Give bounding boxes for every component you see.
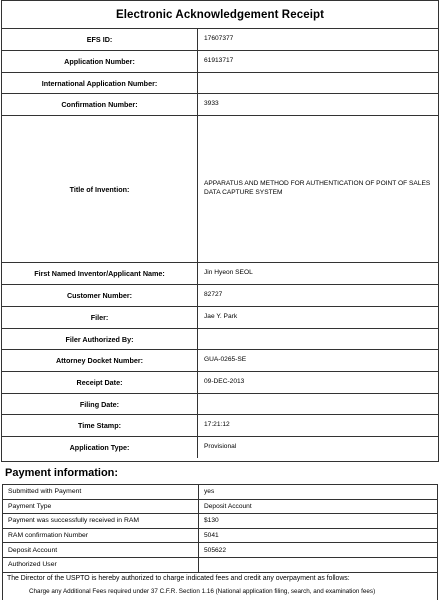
row-label: First Named Inventor/Applicant Name: xyxy=(2,263,198,284)
payment-value: yes xyxy=(204,488,215,496)
row-first-named-inventor xyxy=(2,263,438,285)
row-label: Receipt Date: xyxy=(2,372,198,393)
payment-value: Deposit Account xyxy=(204,502,252,510)
row-time-stamp xyxy=(2,415,438,437)
payment-label: Payment Type xyxy=(3,500,199,514)
payment-value: 5041 xyxy=(204,532,219,540)
fee-authorization-section xyxy=(2,572,438,600)
payment-label: Submitted with Payment xyxy=(3,485,199,499)
payment-row xyxy=(3,500,437,515)
payment-value: $130 xyxy=(204,517,219,525)
row-value: 17:21:12 xyxy=(204,421,230,429)
row-value: 3933 xyxy=(204,100,219,108)
row-value: Jae Y. Park xyxy=(204,313,238,321)
row-confirmation-number xyxy=(2,94,438,116)
payment-value: 505622 xyxy=(204,546,227,554)
row-value: GUA-0265-SE xyxy=(204,356,247,364)
payment-information-heading: Payment information: xyxy=(5,467,119,479)
row-value xyxy=(198,394,438,414)
row-international-application-number xyxy=(2,73,438,94)
row-receipt-date xyxy=(2,372,438,394)
row-value: 17607377 xyxy=(204,35,234,43)
payment-label: Payment was successfully received in RAM xyxy=(3,514,199,528)
row-label: Filer Authorized By: xyxy=(2,329,198,349)
row-application-type xyxy=(2,437,438,458)
row-filer xyxy=(2,307,438,329)
row-customer-number xyxy=(2,285,438,307)
row-label: Attorney Docket Number: xyxy=(2,350,198,371)
row-label: Title of Invention: xyxy=(2,116,198,262)
payment-row xyxy=(3,514,437,529)
row-label: Filing Date: xyxy=(2,394,198,414)
payment-information-table xyxy=(2,484,438,573)
payment-value xyxy=(199,558,437,572)
row-value xyxy=(198,329,438,349)
row-filer-authorized-by xyxy=(2,329,438,350)
row-value: Provisional xyxy=(204,443,237,451)
row-label: Filer: xyxy=(2,307,198,328)
row-value: 61913717 xyxy=(204,57,234,65)
row-attorney-docket-number xyxy=(2,350,438,372)
row-efs-id xyxy=(2,29,438,51)
additional-fees-charge-line: Charge any Additional Fees required under 37 C.F.R. Section 1.16 (National application filing, search, and examination fees) xyxy=(29,588,376,595)
payment-label: Authorized User xyxy=(3,558,199,572)
row-application-number xyxy=(2,51,438,73)
row-filing-date xyxy=(2,394,438,415)
payment-row xyxy=(3,543,437,558)
row-label: Time Stamp: xyxy=(2,415,198,436)
row-label: Confirmation Number: xyxy=(2,94,198,115)
row-title-of-invention xyxy=(2,116,438,263)
payment-row xyxy=(3,485,437,500)
row-value: 09-DEC-2013 xyxy=(204,378,245,386)
receipt-title: Electronic Acknowledgement Receipt xyxy=(2,1,438,29)
row-label: EFS ID: xyxy=(2,29,198,50)
row-label: International Application Number: xyxy=(2,73,198,93)
fee-authorization-statement: The Director of the USPTO is hereby authorized to charge indicated fees and credit any overpayment as follows: xyxy=(7,575,350,582)
row-value xyxy=(198,73,438,93)
payment-row xyxy=(3,558,437,573)
payment-label: RAM confirmation Number xyxy=(3,529,199,543)
row-label: Application Number: xyxy=(2,51,198,72)
row-value: 82727 xyxy=(204,291,223,299)
payment-row xyxy=(3,529,437,544)
row-label: Customer Number: xyxy=(2,285,198,306)
row-label: Application Type: xyxy=(2,437,198,458)
row-value: APPARATUS AND METHOD FOR AUTHENTICATION OF POINT OF SALES DATA CAPTURE SYSTEM xyxy=(204,180,431,196)
acknowledgement-receipt-table xyxy=(1,0,439,462)
row-value: Jin Hyeon SEOL xyxy=(204,269,253,277)
payment-label: Deposit Account xyxy=(3,543,199,557)
